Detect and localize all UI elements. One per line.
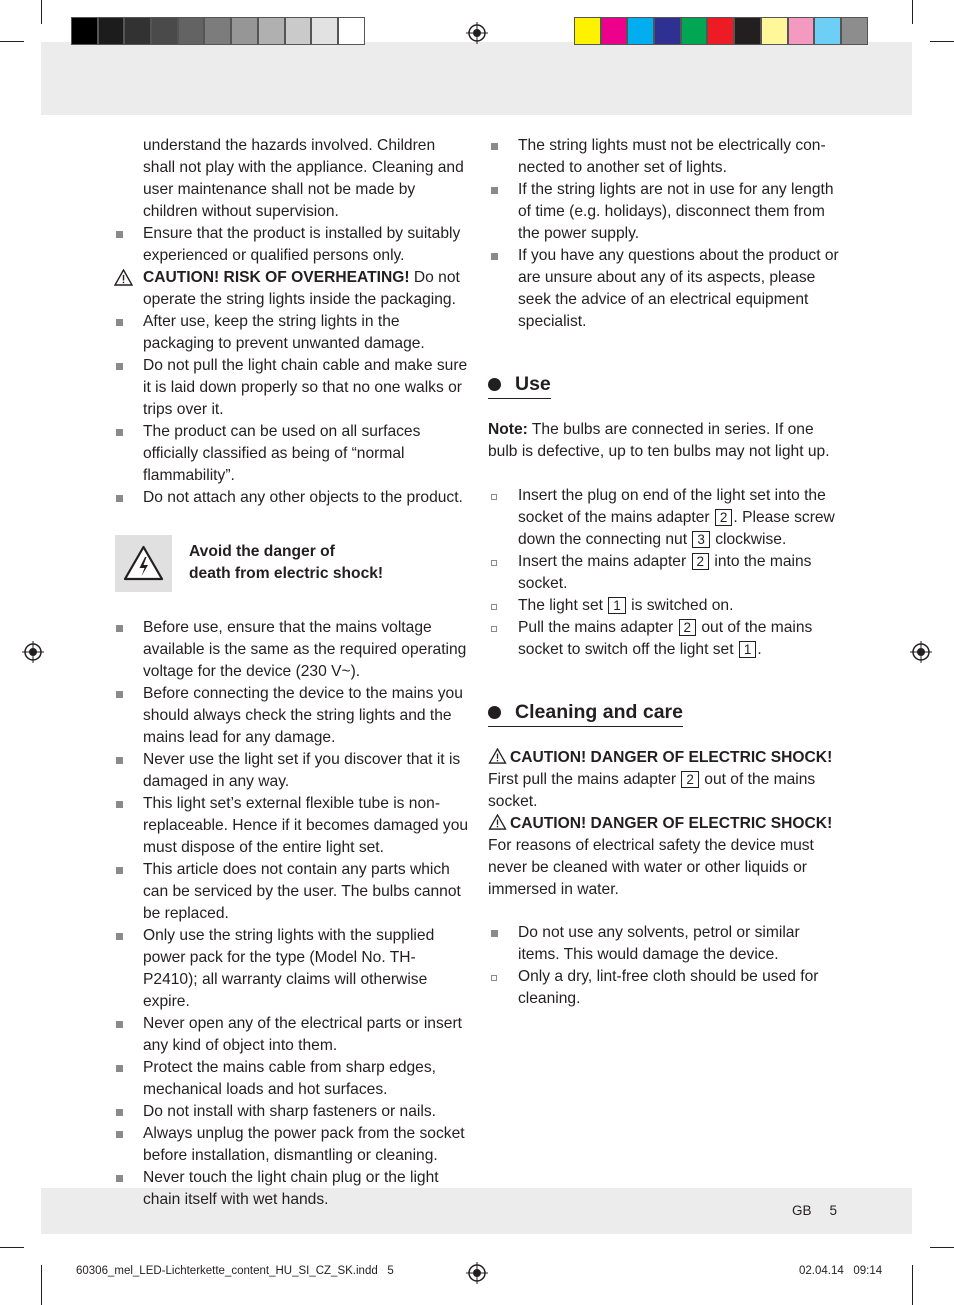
header-band: [41, 42, 912, 115]
bullet-square-icon: [116, 363, 123, 370]
warning-triangle-icon: [114, 269, 133, 286]
process-color-swatch: [707, 17, 734, 45]
bullet-square-icon: [116, 867, 123, 874]
gray-swatch: [71, 17, 98, 45]
footer-filename: 60306_mel_LED-Lichterkette_content_HU_SI_CZ_SK.indd 5: [76, 1265, 394, 1277]
list-item: Do not pull the light chain cable and make sure it is laid down properly so that no one walks or trips over it.: [113, 355, 469, 421]
list-item: The product can be used on all surfaces officially classified as being of “normal flammability”.: [113, 421, 469, 487]
crop-mark: [930, 1247, 954, 1248]
left-column: [113, 135, 469, 1211]
gray-color-bar: [71, 17, 365, 47]
bullet-square-icon: [116, 231, 123, 238]
step-item: Insert the mains adapter 2 into the mains socket.: [488, 551, 843, 595]
part-number-badge: 1: [739, 641, 757, 658]
electric-shock-warning-icon: [115, 535, 172, 592]
caution-block: CAUTION! DANGER OF ELECTRIC SHOCK! First pull the mains adapter 2 out of the mains socket.: [488, 749, 833, 810]
step-item: Pull the mains adapter 2 out of the mains socket to switch off the light set 1 .: [488, 617, 843, 661]
crop-mark: [912, 0, 913, 24]
list-item: Before use, ensure that the mains voltage available is the same as the required operating voltage for the device (230 V~).: [113, 617, 469, 683]
bullet-square-icon: [116, 1109, 123, 1116]
section-heading-cleaning: Cleaning and care: [488, 701, 683, 727]
gray-swatch: [311, 17, 338, 45]
heading-dot-icon: [488, 378, 501, 391]
safety-list: [113, 617, 469, 1211]
process-color-swatch: [841, 17, 868, 45]
crop-mark: [0, 41, 24, 42]
gray-swatch: [338, 17, 365, 45]
process-color-swatch: [814, 17, 841, 45]
overheating-caution: CAUTION! RISK OF OVERHEATING! Do not operate the string lights inside the packaging.: [113, 267, 469, 311]
part-number-badge: 2: [692, 553, 710, 570]
process-color-swatch: [574, 17, 601, 45]
bullet-square-icon: [491, 253, 498, 260]
part-number-badge: 2: [681, 771, 699, 788]
bullet-square-icon: [116, 757, 123, 764]
list-item: Ensure that the product is installed by suitably experienced or qualified persons only.: [113, 223, 469, 267]
section-heading-use: Use: [488, 373, 551, 399]
step-item: Insert the plug on end of the light set into the socket of the mains adapter 2 . Please screw down the connecting nut 3 clockwise.: [488, 485, 843, 551]
process-color-swatch: [788, 17, 815, 45]
process-color-swatch: [681, 17, 708, 45]
step-square-icon: [491, 560, 497, 566]
step-square-icon: [491, 626, 497, 632]
part-number-badge: 2: [679, 619, 697, 636]
step-square-icon: [491, 975, 497, 981]
gray-swatch: [231, 17, 258, 45]
list-item: After use, keep the string lights in the packaging to prevent unwanted damage.: [113, 311, 469, 355]
bullet-square-icon: [116, 933, 123, 940]
bullet-square-icon: [116, 319, 123, 326]
warning-heading-line: death from electric shock!: [189, 565, 384, 582]
crop-mark: [912, 1265, 913, 1305]
step-square-icon: [491, 604, 497, 610]
process-color-bar: [574, 17, 868, 47]
step-item: Only a dry, lint-free cloth should be used for cleaning.: [488, 966, 843, 1010]
warning-triangle-icon: [488, 748, 507, 764]
warning-heading-line: Avoid the danger of: [189, 543, 335, 560]
safety-list-continued: [488, 135, 843, 333]
crop-mark: [0, 1247, 24, 1248]
registration-mark-icon: [466, 22, 488, 44]
list-item: This article does not contain any parts which can be serviced by the user. The bulbs cannot be replaced.: [113, 859, 469, 925]
electric-shock-warning: [113, 535, 469, 597]
bullet-square-icon: [116, 1175, 123, 1182]
list-item: The string lights must not be electrically con-nected to another set of lights.: [488, 135, 843, 179]
list-item: Do not install with sharp fasteners or nails.: [113, 1101, 469, 1123]
list-item: Never use the light set if you discover that it is damaged in any way.: [113, 749, 469, 793]
bullet-square-icon: [116, 691, 123, 698]
step-item: The light set 1 is switched on.: [488, 595, 843, 617]
list-item: Never touch the light chain plug or the light chain itself with wet hands.: [113, 1167, 469, 1211]
footer-timestamp: 02.04.14 09:14: [799, 1265, 883, 1277]
list-item: Do not attach any other objects to the product.: [113, 487, 469, 509]
gray-swatch: [285, 17, 312, 45]
gray-swatch: [124, 17, 151, 45]
process-color-swatch: [601, 17, 628, 45]
registration-mark-icon: [22, 641, 44, 663]
list-item: Do not use any solvents, petrol or similar items. This would damage the device.: [488, 922, 843, 966]
bullet-square-icon: [116, 1065, 123, 1072]
bullet-square-icon: [491, 143, 498, 150]
warning-triangle-icon: [488, 814, 507, 830]
bullet-square-icon: [116, 1131, 123, 1138]
caution-block: CAUTION! DANGER OF ELECTRIC SHOCK! For reasons of electrical safety the device must never be cleaned with water or other liquids or immersed in water.: [488, 815, 833, 898]
part-number-badge: 1: [608, 597, 626, 614]
list-item: If you have any questions about the product or are unsure about any of its aspects, please seek the advice of an electrical equipment specialist.: [488, 245, 843, 333]
gray-swatch: [98, 17, 125, 45]
crop-mark: [930, 41, 954, 42]
bullet-square-icon: [116, 495, 123, 502]
registration-mark-icon: [910, 641, 932, 663]
list-item: Before connecting the device to the mains you should always check the string lights and the mains lead for any damage.: [113, 683, 469, 749]
bullet-square-icon: [116, 1021, 123, 1028]
bullet-square-icon: [491, 930, 498, 937]
bullet-square-icon: [116, 801, 123, 808]
page-number: GB 5: [792, 1203, 838, 1218]
crop-mark: [41, 1265, 42, 1305]
part-number-badge: 2: [715, 509, 733, 526]
part-number-badge: 3: [692, 531, 710, 548]
process-color-swatch: [761, 17, 788, 45]
gray-swatch: [204, 17, 231, 45]
paragraph-continuation: understand the hazards involved. Children shall not play with the appliance. Cleaning and user maintenance shall not be made by children without supervision.: [143, 137, 464, 220]
list-item: This light set’s external flexible tube is non-replaceable. Hence if it becomes damaged you must dispose of the entire light set.: [113, 793, 469, 859]
gray-swatch: [258, 17, 285, 45]
heading-dot-icon: [488, 706, 501, 719]
bullet-square-icon: [116, 429, 123, 436]
bullet-square-icon: [491, 187, 498, 194]
note-paragraph: Note: The bulbs are connected in series. If one bulb is defective, up to ten bulbs may not light up.: [488, 421, 830, 460]
list-item: Always unplug the power pack from the socket before installation, dismantling or cleaning.: [113, 1123, 469, 1167]
right-column: [488, 135, 843, 1010]
gray-swatch: [151, 17, 178, 45]
list-item: Never open any of the electrical parts or insert any kind of object into them.: [113, 1013, 469, 1057]
process-color-swatch: [627, 17, 654, 45]
registration-mark-icon: [466, 1262, 488, 1284]
bullet-square-icon: [116, 625, 123, 632]
process-color-swatch: [734, 17, 761, 45]
process-color-swatch: [654, 17, 681, 45]
warning-icon-box: [115, 535, 172, 592]
step-square-icon: [491, 494, 497, 500]
gray-swatch: [178, 17, 205, 45]
list-item: Only use the string lights with the supplied power pack for the type (Model No. TH-P2410); all warranty claims will otherwise expire.: [113, 925, 469, 1013]
list-item: If the string lights are not in use for any length of time (e.g. holidays), disconnect them from the power supply.: [488, 179, 843, 245]
list-item: Protect the mains cable from sharp edges, mechanical loads and hot surfaces.: [113, 1057, 469, 1101]
crop-mark: [41, 0, 42, 24]
